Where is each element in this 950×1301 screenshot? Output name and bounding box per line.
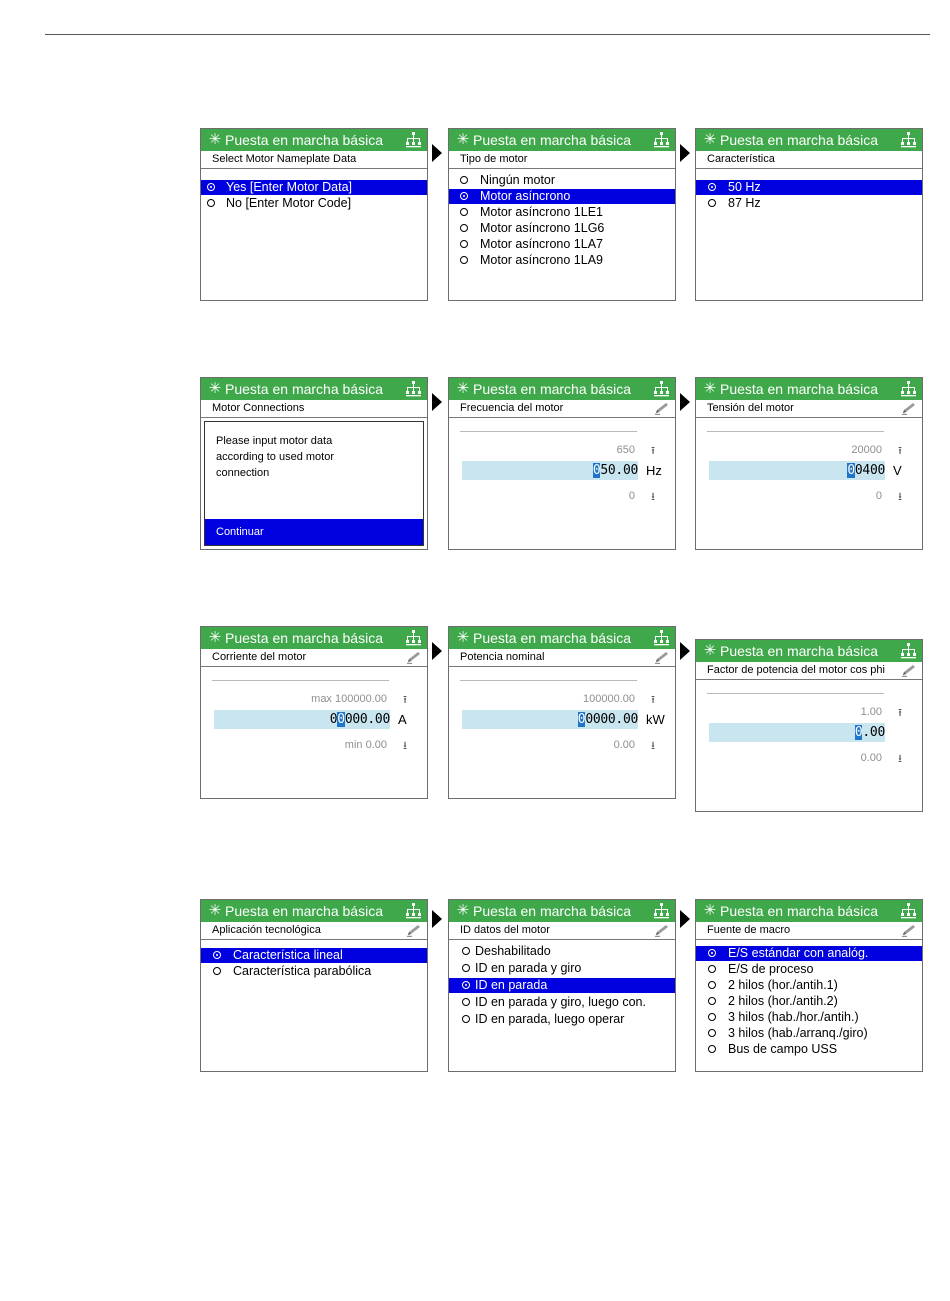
option-label: Motor asíncrono 1LA9 xyxy=(480,253,603,267)
screen-header xyxy=(449,627,675,649)
lower-limit-icon: ⭳ xyxy=(651,740,655,752)
max-limit: 650 xyxy=(616,444,635,456)
wizard-star-icon: ✳ xyxy=(208,629,222,646)
value-input[interactable] xyxy=(709,461,885,480)
hierarchy-tree-icon[interactable] xyxy=(406,630,421,646)
wizard-screen xyxy=(200,899,428,1072)
radio-selected-icon[interactable] xyxy=(462,981,470,989)
subtitle-text: Factor de potencia del motor cos phi xyxy=(707,664,885,676)
pencil-icon[interactable] xyxy=(654,924,670,937)
option-label: 3 hilos (hab./arranq./giro) xyxy=(728,1026,868,1040)
pencil-icon[interactable] xyxy=(406,924,422,937)
hierarchy-tree-icon[interactable] xyxy=(654,381,669,397)
wizard-star-icon: ✳ xyxy=(703,380,717,397)
edit-cursor[interactable]: 0 xyxy=(592,463,601,478)
pencil-icon[interactable] xyxy=(654,402,670,415)
separator xyxy=(460,431,637,432)
screen-header xyxy=(696,378,922,400)
subtitle-text: Fuente de macro xyxy=(707,924,791,936)
screen-body xyxy=(201,667,427,798)
radio-unselected-icon[interactable] xyxy=(708,1013,716,1021)
min-limit: min 0.00 xyxy=(344,739,387,751)
option-label: 87 Hz xyxy=(728,196,761,210)
radio-unselected-icon[interactable] xyxy=(460,208,468,216)
option-label: E/S de proceso xyxy=(728,962,814,976)
radio-unselected-icon[interactable] xyxy=(460,224,468,232)
next-step-arrow-icon xyxy=(680,910,690,928)
hierarchy-tree-icon[interactable] xyxy=(406,132,421,148)
wizard-star-icon: ✳ xyxy=(208,902,222,919)
screen-body xyxy=(201,169,427,300)
screen-title: Puesta en marcha básica xyxy=(225,630,383,646)
option-item[interactable] xyxy=(696,1010,922,1025)
max-limit: max 100000.00 xyxy=(311,693,387,705)
option-item[interactable] xyxy=(696,962,922,977)
subtitle-text: Corriente del motor xyxy=(212,651,307,663)
option-label: 2 hilos (hor./antih.1) xyxy=(728,978,838,992)
radio-unselected-icon[interactable] xyxy=(213,967,221,975)
hierarchy-tree-icon[interactable] xyxy=(406,903,421,919)
value-prefix: 0 xyxy=(329,712,338,727)
radio-selected-icon[interactable] xyxy=(213,951,221,959)
option-item[interactable] xyxy=(201,964,427,979)
radio-unselected-icon[interactable] xyxy=(462,964,470,972)
wizard-screen xyxy=(695,377,923,550)
value-rest: .00 xyxy=(862,725,885,740)
option-item[interactable] xyxy=(449,253,675,268)
radio-selected-icon[interactable] xyxy=(708,183,716,191)
separator xyxy=(707,431,884,432)
value-text xyxy=(578,710,638,729)
wizard-screen xyxy=(695,128,923,301)
radio-unselected-icon[interactable] xyxy=(460,240,468,248)
upper-limit-icon: ⭱ xyxy=(898,707,902,719)
max-limit: 1.00 xyxy=(860,706,882,718)
option-item[interactable] xyxy=(449,237,675,252)
screen-body xyxy=(449,940,675,1071)
radio-unselected-icon[interactable] xyxy=(708,981,716,989)
option-label: ID en parada y giro, luego con. xyxy=(475,995,646,1009)
radio-unselected-icon[interactable] xyxy=(708,997,716,1005)
wizard-screen xyxy=(200,128,428,301)
option-label: Deshabilitado xyxy=(475,944,551,958)
option-label: Yes [Enter Motor Data] xyxy=(226,180,352,194)
option-label: Característica parabólica xyxy=(233,964,372,978)
option-item[interactable] xyxy=(449,173,675,188)
value-unit: V xyxy=(893,463,902,478)
value-input[interactable] xyxy=(462,710,638,729)
pencil-icon[interactable] xyxy=(654,651,670,664)
radio-unselected-icon[interactable] xyxy=(708,199,716,207)
radio-unselected-icon[interactable] xyxy=(207,199,215,207)
screen-title: Puesta en marcha básica xyxy=(720,381,878,397)
option-label: 2 hilos (hor./antih.2) xyxy=(728,994,838,1008)
pencil-icon[interactable] xyxy=(901,924,917,937)
radio-unselected-icon[interactable] xyxy=(460,176,468,184)
pencil-icon[interactable] xyxy=(901,664,917,677)
option-item[interactable] xyxy=(449,995,675,1010)
subtitle-text: ID datos del motor xyxy=(460,924,550,936)
option-label: Ningún motor xyxy=(480,173,556,187)
hierarchy-tree-icon[interactable] xyxy=(654,132,669,148)
subtitle-text: Select Motor Nameplate Data xyxy=(212,153,357,165)
wizard-screen xyxy=(695,639,923,812)
screen-subtitle xyxy=(696,151,922,169)
radio-selected-icon[interactable] xyxy=(207,183,215,191)
screen-body xyxy=(696,940,922,1071)
screen-title: Puesta en marcha básica xyxy=(225,381,383,397)
wizard-star-icon: ✳ xyxy=(208,380,222,397)
screen-title: Puesta en marcha básica xyxy=(225,903,383,919)
screen-title: Puesta en marcha básica xyxy=(473,630,631,646)
wizard-star-icon: ✳ xyxy=(456,902,470,919)
edit-cursor[interactable]: 0 xyxy=(337,712,345,727)
next-step-arrow-icon xyxy=(680,642,690,660)
value-text xyxy=(855,723,885,742)
screen-header xyxy=(696,900,922,922)
screen-title: Puesta en marcha básica xyxy=(473,903,631,919)
edit-cursor[interactable]: 0 xyxy=(854,725,863,740)
option-item[interactable] xyxy=(449,221,675,236)
hierarchy-tree-icon[interactable] xyxy=(654,903,669,919)
screen-subtitle xyxy=(449,400,675,418)
screen-header xyxy=(201,900,427,922)
screen-subtitle xyxy=(696,922,922,940)
screen-body xyxy=(201,418,427,549)
min-limit: 0.00 xyxy=(613,739,635,751)
value-text xyxy=(847,461,885,480)
screen-body xyxy=(449,418,675,549)
lower-limit-icon: ⭳ xyxy=(898,753,902,765)
screen-body xyxy=(449,667,675,798)
screen-header xyxy=(696,640,922,662)
screen-title: Puesta en marcha básica xyxy=(473,132,631,148)
subtitle-text: Característica xyxy=(707,153,775,165)
option-item[interactable] xyxy=(449,1012,675,1027)
screen-subtitle xyxy=(201,649,427,667)
screen-subtitle xyxy=(201,400,427,418)
screen-title: Puesta en marcha básica xyxy=(225,132,383,148)
value-unit: Hz xyxy=(646,463,662,478)
upper-limit-icon: ⭱ xyxy=(898,445,902,457)
option-item[interactable] xyxy=(449,944,675,959)
screen-header xyxy=(201,129,427,151)
option-item[interactable] xyxy=(201,180,427,195)
wizard-screen xyxy=(200,626,428,799)
option-label: Motor asíncrono 1LG6 xyxy=(480,221,605,235)
screen-header xyxy=(449,378,675,400)
wizard-star-icon: ✳ xyxy=(703,642,717,659)
subtitle-text: Aplicación tecnológica xyxy=(212,924,321,936)
screen-subtitle xyxy=(201,151,427,169)
min-limit: 0 xyxy=(875,490,882,502)
option-label: 50 Hz xyxy=(728,180,761,194)
value-rest: 0400 xyxy=(854,463,885,478)
value-unit: kW xyxy=(646,712,665,727)
subtitle-text: Tipo de motor xyxy=(460,153,528,165)
wizard-screen xyxy=(448,377,676,550)
option-label: 3 hilos (hab./hor./antih.) xyxy=(728,1010,859,1024)
radio-unselected-icon[interactable] xyxy=(708,965,716,973)
wizard-star-icon: ✳ xyxy=(456,131,470,148)
option-label: Motor asíncrono xyxy=(480,189,571,203)
screen-header xyxy=(201,627,427,649)
edit-cursor[interactable]: 0 xyxy=(847,463,855,478)
screen-title: Puesta en marcha básica xyxy=(720,903,878,919)
lower-limit-icon: ⭳ xyxy=(651,491,655,503)
subtitle-text: Tensión del motor xyxy=(707,402,794,414)
option-label: Motor asíncrono 1LE1 xyxy=(480,205,603,219)
lower-limit-icon: ⭳ xyxy=(898,491,902,503)
value-input[interactable] xyxy=(709,723,885,742)
screen-subtitle xyxy=(449,922,675,940)
subtitle-text: Potencia nominal xyxy=(460,651,545,663)
screen-title: Puesta en marcha básica xyxy=(473,381,631,397)
screen-subtitle xyxy=(449,649,675,667)
max-limit: 20000 xyxy=(851,444,882,456)
wizard-star-icon: ✳ xyxy=(703,131,717,148)
wizard-star-icon: ✳ xyxy=(456,629,470,646)
screen-title: Puesta en marcha básica xyxy=(720,132,878,148)
wizard-star-icon: ✳ xyxy=(456,380,470,397)
screen-header xyxy=(449,900,675,922)
option-item[interactable] xyxy=(449,961,675,976)
option-label: ID en parada, luego operar xyxy=(475,1012,625,1026)
hierarchy-tree-icon[interactable] xyxy=(901,903,916,919)
value-text xyxy=(330,710,390,729)
option-item[interactable] xyxy=(201,948,427,963)
next-step-arrow-icon xyxy=(680,144,690,162)
option-label: ID en parada xyxy=(475,978,548,992)
screen-title: Puesta en marcha básica xyxy=(720,643,878,659)
option-item[interactable] xyxy=(696,196,922,211)
option-item[interactable] xyxy=(449,205,675,220)
screen-header xyxy=(201,378,427,400)
option-item[interactable] xyxy=(696,946,922,961)
screen-subtitle xyxy=(449,151,675,169)
lower-limit-icon: ⭳ xyxy=(403,740,407,752)
wizard-screen xyxy=(448,626,676,799)
option-item[interactable] xyxy=(696,1026,922,1041)
option-item[interactable] xyxy=(696,994,922,1009)
wizard-screen xyxy=(200,377,428,550)
screen-body xyxy=(201,940,427,1071)
screen-body xyxy=(696,680,922,811)
screen-body xyxy=(696,418,922,549)
hierarchy-tree-icon[interactable] xyxy=(901,643,916,659)
message-dialog xyxy=(204,421,424,546)
wizard-screen xyxy=(448,899,676,1072)
option-item[interactable] xyxy=(449,189,675,204)
next-step-arrow-icon xyxy=(432,144,442,162)
upper-limit-icon: ⭱ xyxy=(651,445,655,457)
subtitle-text: Frecuencia del motor xyxy=(460,402,564,414)
option-item[interactable] xyxy=(696,180,922,195)
wizard-star-icon: ✳ xyxy=(208,131,222,148)
upper-limit-icon: ⭱ xyxy=(651,694,655,706)
hierarchy-tree-icon[interactable] xyxy=(901,381,916,397)
radio-unselected-icon[interactable] xyxy=(708,1029,716,1037)
value-rest: 000.00 xyxy=(344,712,390,727)
wizard-screen xyxy=(695,899,923,1072)
option-label: ID en parada y giro xyxy=(475,961,582,975)
option-item[interactable] xyxy=(201,196,427,211)
wizard-screen xyxy=(448,128,676,301)
dialog-message: Please input motor data according to used motor connection xyxy=(216,435,335,479)
option-label: Característica lineal xyxy=(233,948,343,962)
hierarchy-tree-icon[interactable] xyxy=(901,132,916,148)
option-label: E/S estándar con analóg. xyxy=(728,946,869,960)
screen-header xyxy=(449,129,675,151)
value-rest: 0000.00 xyxy=(585,712,638,727)
radio-unselected-icon[interactable] xyxy=(460,256,468,264)
page-top-rule xyxy=(45,34,930,35)
separator xyxy=(460,680,637,681)
value-unit: A xyxy=(398,712,407,727)
value-input[interactable] xyxy=(214,710,390,729)
next-step-arrow-icon xyxy=(432,393,442,411)
option-label: Bus de campo USS xyxy=(728,1042,838,1056)
screen-subtitle xyxy=(696,400,922,418)
next-step-arrow-icon xyxy=(432,642,442,660)
radio-unselected-icon[interactable] xyxy=(708,1045,716,1053)
radio-unselected-icon[interactable] xyxy=(462,998,470,1006)
value-input[interactable] xyxy=(462,461,638,480)
min-limit: 0.00 xyxy=(860,752,882,764)
edit-cursor[interactable]: 0 xyxy=(577,712,586,727)
screen-body xyxy=(449,169,675,300)
next-step-arrow-icon xyxy=(432,910,442,928)
hierarchy-tree-icon[interactable] xyxy=(406,381,421,397)
option-item[interactable] xyxy=(696,978,922,993)
option-item[interactable] xyxy=(696,1042,922,1057)
radio-selected-icon[interactable] xyxy=(460,192,468,200)
subtitle-text: Motor Connections xyxy=(212,402,305,414)
radio-unselected-icon[interactable] xyxy=(462,1015,470,1023)
radio-selected-icon[interactable] xyxy=(708,949,716,957)
max-limit: 100000.00 xyxy=(583,693,635,705)
screen-subtitle xyxy=(696,662,922,680)
separator xyxy=(707,693,884,694)
screen-body xyxy=(696,169,922,300)
option-item[interactable] xyxy=(449,978,675,993)
pencil-icon[interactable] xyxy=(406,651,422,664)
value-rest: 50.00 xyxy=(600,463,638,478)
option-label: No [Enter Motor Code] xyxy=(226,196,352,210)
screen-header xyxy=(696,129,922,151)
next-step-arrow-icon xyxy=(680,393,690,411)
radio-unselected-icon[interactable] xyxy=(462,947,470,955)
separator xyxy=(212,680,389,681)
upper-limit-icon: ⭱ xyxy=(403,694,407,706)
wizard-star-icon: ✳ xyxy=(703,902,717,919)
screen-subtitle xyxy=(201,922,427,940)
hierarchy-tree-icon[interactable] xyxy=(654,630,669,646)
min-limit: 0 xyxy=(628,490,635,502)
option-label: Motor asíncrono 1LA7 xyxy=(480,237,603,251)
value-text xyxy=(593,461,638,480)
continue-button[interactable]: Continuar xyxy=(205,519,423,545)
pencil-icon[interactable] xyxy=(901,402,917,415)
